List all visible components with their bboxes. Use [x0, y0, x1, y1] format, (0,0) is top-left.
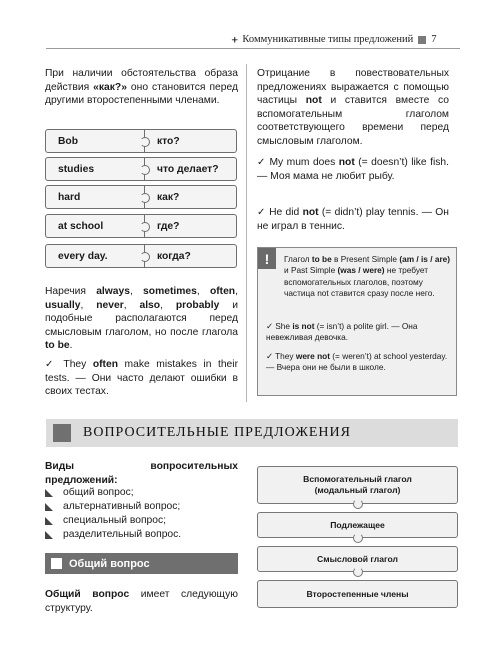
list-item-text: общий вопрос; [63, 487, 134, 498]
text: (= didn’t) play tennis. — Он не играл в теннис. [257, 207, 449, 232]
connector-notch [353, 499, 363, 509]
note-body [284, 254, 452, 300]
negation-example-1 [257, 156, 449, 183]
text: и Past Simple [284, 265, 338, 276]
note-example-1 [266, 321, 452, 344]
text: , [196, 286, 210, 297]
keyword: (am / is / are) [399, 254, 451, 264]
intro-text-end: оно становится перед другими второстепенными членами. [45, 81, 238, 106]
triangle-bullet-icon [45, 503, 53, 511]
keyword: Общий вопрос [45, 589, 130, 600]
aux-verb-box [257, 466, 458, 504]
check-icon: ✓ [257, 207, 266, 218]
list-item [45, 515, 166, 526]
hierarchy-icon: ᚐ [232, 34, 238, 46]
section-square-icon [53, 424, 71, 442]
intro-text: При наличии обстоятельства образа действия [45, 68, 238, 93]
list-item [45, 529, 181, 540]
puzzle-english-text: hard [58, 191, 81, 203]
keyword: were not [295, 351, 330, 361]
puzzle-knob [140, 165, 150, 175]
text: They [57, 359, 93, 370]
text: , [129, 286, 144, 297]
text: (= doesn’t) like fish. — Моя мама не любит рыбу. [257, 157, 449, 182]
keyword: is not [292, 321, 315, 331]
types-heading: Виды вопросительных предложений: [45, 461, 238, 486]
puzzle-row [45, 129, 237, 153]
check-icon: ✓ [266, 351, 273, 361]
adverb: always [96, 286, 130, 297]
puzzle-question: кто? [145, 129, 237, 153]
text: . [69, 340, 73, 351]
adverb-example [45, 358, 238, 399]
text: и подобные располагаются перед смысловым глаголом, но после глагола [45, 299, 238, 338]
subject-box [257, 512, 458, 538]
aux-verb-label: Вспомогательный глагол [303, 474, 412, 484]
adverb: often [209, 286, 236, 297]
running-title: Коммуникативные типы предложений [242, 34, 414, 45]
list-item-text: специальный вопрос; [63, 515, 167, 526]
puzzle-english [45, 214, 145, 238]
adverbs-paragraph [45, 285, 238, 353]
negation-paragraph [257, 67, 449, 148]
check-icon: ✓ [266, 321, 273, 331]
puzzle-question: что делает? [145, 157, 237, 181]
negation-example-2 [257, 206, 449, 233]
text: make mistakes in their tests. — Они часто делают ошибки в своих тестах. [45, 359, 238, 397]
list-item-text: разделительный вопрос. [63, 529, 182, 540]
keyword: (was / were) [337, 265, 385, 276]
text: имеет следующую структуру. [45, 589, 239, 614]
keyword: not [305, 95, 322, 106]
minor-members-label: Второстепенные члены [306, 588, 409, 599]
running-header [232, 33, 437, 46]
puzzle-row [45, 214, 237, 238]
puzzle-knob [140, 252, 150, 262]
puzzle-question: где? [145, 214, 237, 238]
text: She [272, 321, 293, 331]
keyword: to be [311, 254, 332, 264]
list-item-text: альтернативный вопрос; [63, 501, 181, 512]
puzzle-english [45, 129, 145, 153]
text: не требует вспомогательных глаголов, поэтому частица not ставится сразу после него. [284, 265, 435, 299]
puzzle-english-text: every day. [58, 250, 108, 262]
minor-members-box [257, 580, 458, 608]
puzzle-row [45, 185, 237, 209]
triangle-bullet-icon [45, 531, 53, 539]
triangle-bullet-icon [45, 517, 53, 525]
page-number: 7 [431, 34, 437, 45]
text: , [160, 299, 176, 311]
puzzle-english-text: at school [58, 220, 104, 232]
text: , [235, 286, 238, 297]
keyword: often [92, 359, 119, 370]
adverb: to be [45, 340, 70, 351]
text: He did [265, 207, 303, 218]
adverb: also [139, 299, 161, 311]
puzzle-row [45, 157, 237, 181]
subject-label: Подлежащее [330, 519, 385, 530]
puzzle-english [45, 185, 145, 209]
note-example-2 [266, 351, 452, 374]
check-icon: ✓ [45, 359, 58, 370]
section-title: ВОПРОСИТЕЛЬНЫЕ ПРЕДЛОЖЕНИЯ [83, 425, 351, 440]
subheading-bar [45, 553, 238, 574]
puzzle-english [45, 157, 145, 181]
adverb: probably [175, 299, 220, 311]
intro-paragraph [45, 67, 238, 108]
text: , [80, 299, 97, 311]
list-item [45, 487, 134, 498]
puzzle-row [45, 244, 237, 268]
note-box [257, 247, 457, 396]
adverb: usually [45, 299, 81, 311]
header-rule [46, 48, 460, 49]
puzzle-knob [140, 193, 150, 203]
text: (= isn’t) a polite girl. — Она невежливая девочка. [266, 321, 418, 343]
subheading-square-icon [51, 558, 62, 569]
modal-verb-label: (модальный глагол) [314, 485, 401, 495]
keyword: not [302, 207, 319, 218]
general-question-paragraph [45, 588, 238, 615]
check-icon: ✓ [257, 157, 266, 168]
adverb: sometimes [143, 286, 197, 297]
header-square-icon [418, 36, 426, 44]
column-divider [246, 64, 247, 402]
text: в Present Simple [331, 254, 400, 264]
puzzle-knob [140, 137, 150, 147]
text: и ставится вместе со вспомогательным глаголом соответствующего времени перед смысловым глаголом. [257, 95, 450, 147]
text: Наречия [45, 286, 97, 297]
section-banner [46, 419, 458, 447]
exclamation-icon: ! [258, 248, 276, 269]
connector-notch [353, 567, 363, 577]
text: (= weren’t) at school yesterday. — Вчера они не были в школе. [266, 351, 448, 373]
puzzle-question: как? [145, 185, 237, 209]
text: , [123, 299, 140, 311]
list-item [45, 501, 180, 512]
subheading-label: Общий вопрос [69, 557, 150, 570]
puzzle-question: когда? [145, 244, 237, 268]
text: They [272, 351, 296, 361]
adverb: never [96, 299, 124, 311]
puzzle-english-text: studies [58, 163, 95, 175]
main-verb-box [257, 546, 458, 572]
connector-notch [353, 533, 363, 543]
triangle-bullet-icon [45, 489, 53, 497]
puzzle-english [45, 244, 145, 268]
keyword: not [338, 157, 355, 168]
text: My mum does [265, 157, 339, 168]
text: Отрицание в повествовательных предложениях выражается с помощью частицы [257, 68, 449, 106]
puzzle-english-text: Bob [58, 135, 79, 147]
text: Глагол [284, 254, 312, 264]
puzzle-knob [140, 222, 150, 232]
intro-bold: «как?» [93, 81, 127, 93]
main-verb-label: Смысловой глагол [317, 553, 398, 564]
